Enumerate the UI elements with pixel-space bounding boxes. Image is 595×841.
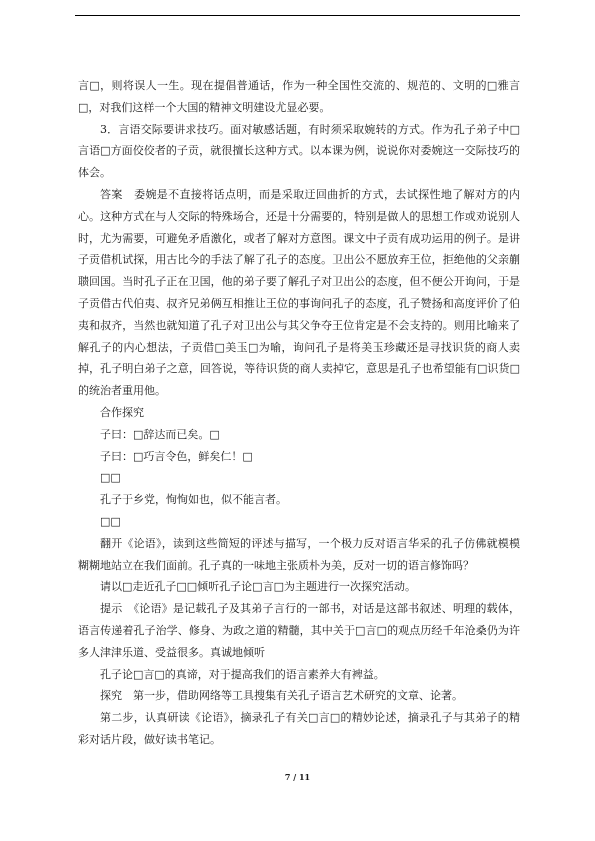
activity-prompt: 请以□走近孔子□□倾听孔子论□言□为主题进行一次探究活动。: [100, 580, 416, 594]
paragraph-continuation: 言□，则将误人一生。现在提倡普通话，作为一种全国性交流的、规范的、文明的□雅言□，对我们这样一个大国的精神文明建设尤显必要。: [78, 79, 520, 114]
intro-paragraph: 翻开《论语》，读到这些简短的评述与描写，一个极力反对语言华采的孔子仿佛就模模糊糊地站立在我们面前。孔子真的一味地主张质朴为美，反对一切的语言修饰吗？: [78, 536, 520, 572]
hint-continuation: 孔子论□言□的真谛，对于提高我们的语言素养大有裨益。: [100, 667, 385, 681]
question-3: 3．言语交际要讲求技巧。面对敏感话题，有时须采取婉转的方式。作为孔子弟子中□言语□方面佼佼者的子贡，就很擅长这种方式。以本课为例，说说你对委婉这一交际技巧的体会。: [78, 122, 520, 180]
placeholder-marks-2: □□: [100, 514, 121, 528]
document-body: [78, 75, 520, 751]
section-heading-cooperative-inquiry: 合作探究: [100, 405, 144, 419]
quote-3: 孔子于乡党，恂恂如也，似不能言者。: [100, 493, 287, 507]
inquiry-step-1: 探究 第一步，借助网络等工具搜集有关孔子语言艺术研究的文章、论著。: [100, 689, 463, 703]
quote-2: 子曰：□巧言令色，鲜矣仁！□: [100, 449, 253, 463]
header-rule: [75, 15, 520, 16]
inquiry-step-2: 第二步，认真研读《论语》，摘录孔子有关□言□的精妙论述，摘录孔子与其弟子的精彩对话片段，做好读书笔记。: [78, 711, 520, 746]
page-number: 7 / 11: [284, 772, 311, 782]
hint-paragraph: 提示 《论语》是记载孔子及其弟子言行的一部书，对话是这部书叙述、明理的载体，语言传递着孔子治学、修身、为政之道的精髓，其中关于□言□的观点历经千年沧桑仍为许多人津津乐道、受益很多。真诚地倾听: [78, 602, 520, 659]
placeholder-marks-1: □□: [100, 471, 121, 485]
answer-paragraph: 答案 委婉是不直接将话点明，而是采取迂回曲折的方式，去试探性地了解对方的内心。这种方式在与人交际的特殊场合，还是十分需要的，特别是做人的思想工作或劝说别人时，尤为需要，可避免矛盾激化，或者了解对方意图。课文中子贡有成功运用的例子。是讲子贡借机试探，用古比今的手法了解了孔子的态度。卫出公不愿放弃王位，拒绝他的父亲蒯聩回国。当时孔子正在卫国，他的弟子要了解孔子对卫出公的态度，但不便公开询问，于是子贡借古代伯夷、叔齐兄弟俩互相推让王位的事询问孔子的态度，孔子赞扬和高度评价了伯夷和叔齐，当然也就知道了孔子对卫出公与其父争夺王位肯定是不会支持的。则用比喻来了解孔子的内心想法，子贡借□美玉□为喻，询问孔子是将美玉珍藏还是寻找识货的商人卖掉，孔子明白弟子之意，回答说，等待识货的商人卖掉它，意思是孔子也希望能有□识货□的统治者重用他。: [78, 187, 520, 398]
quote-1: 子曰：□辞达而已矣。□: [100, 427, 220, 441]
